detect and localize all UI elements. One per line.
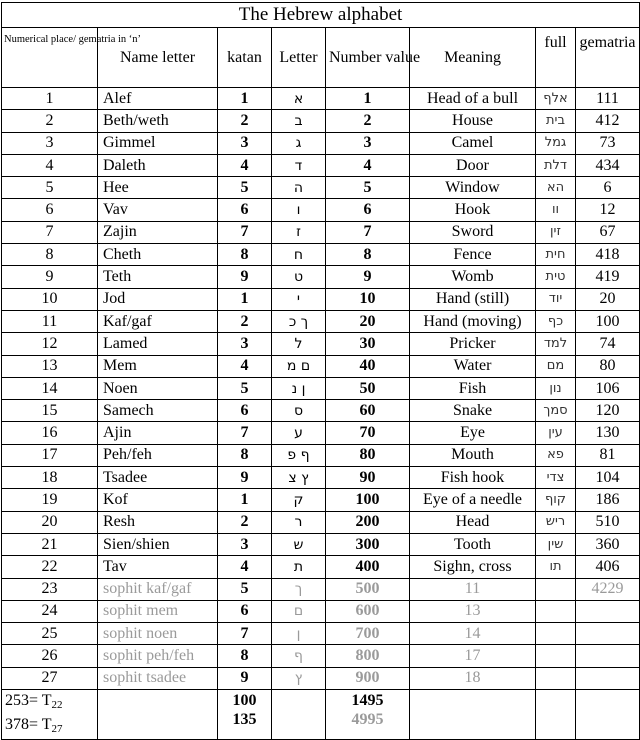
cell-value: 600 — [326, 600, 410, 622]
cell-full: הא — [536, 177, 576, 199]
header-full: full — [536, 28, 576, 88]
cell-letter: ך — [272, 578, 326, 600]
cell-num: 2 — [2, 110, 98, 132]
cell-letter: ן נ — [272, 377, 326, 399]
cell-value: 800 — [326, 645, 410, 667]
cell-letter: ה — [272, 177, 326, 199]
cell-meaning: Window — [410, 177, 536, 199]
cell-name: sophit mem — [98, 600, 218, 622]
cell-meaning: 13 — [410, 600, 536, 622]
table-row — [2, 355, 640, 377]
cell-num: 14 — [2, 377, 98, 399]
cell-meaning: House — [410, 110, 536, 132]
cell-value: 2 — [326, 110, 410, 132]
cell-gem: 434 — [576, 154, 640, 176]
cell-name: sophit tsadee — [98, 667, 218, 689]
cell-name: Beth/weth — [98, 110, 218, 132]
cell-value: 400 — [326, 556, 410, 578]
cell-gem: 418 — [576, 244, 640, 266]
cell-letter: ק — [272, 489, 326, 511]
cell-letter: ד — [272, 154, 326, 176]
cell-gem: 104 — [576, 467, 640, 489]
cell-name: Tsadee — [98, 467, 218, 489]
cell-num: 19 — [2, 489, 98, 511]
cell-letter: ז — [272, 221, 326, 243]
cell-num: 13 — [2, 355, 98, 377]
table-row — [2, 600, 640, 622]
cell-num: 22 — [2, 556, 98, 578]
cell-letter: ב — [272, 110, 326, 132]
header-number-value: Number value — [326, 28, 410, 88]
cell-value: 700 — [326, 623, 410, 645]
cell-num: 21 — [2, 533, 98, 555]
cell-value: 80 — [326, 444, 410, 466]
cell-letter: ץ — [272, 667, 326, 689]
table-row — [2, 645, 640, 667]
cell-value: 7 — [326, 221, 410, 243]
cell-full — [536, 578, 576, 600]
cell-gem: 419 — [576, 266, 640, 288]
cell-name: Alef — [98, 88, 218, 110]
cell-meaning: Mouth — [410, 444, 536, 466]
cell-full: בית — [536, 110, 576, 132]
table-row — [2, 88, 640, 110]
cell-name: Hee — [98, 177, 218, 199]
cell-value: 6 — [326, 199, 410, 221]
cell-full — [536, 600, 576, 622]
cell-full — [536, 645, 576, 667]
cell-letter: א — [272, 88, 326, 110]
cell-name: Lamed — [98, 333, 218, 355]
cell-full: תו — [536, 556, 576, 578]
cell-name: sophit peh/feh — [98, 645, 218, 667]
cell-num: 16 — [2, 422, 98, 444]
cell-gem: 412 — [576, 110, 640, 132]
table-row — [2, 266, 640, 288]
cell-full — [536, 667, 576, 689]
cell-full: עין — [536, 422, 576, 444]
cell-full: כף — [536, 310, 576, 332]
cell-katan: 6 — [218, 600, 272, 622]
cell-katan: 5 — [218, 377, 272, 399]
cell-gem — [576, 667, 640, 689]
cell-full — [536, 623, 576, 645]
footer-t22-label: 253= T — [5, 692, 52, 710]
cell-katan: 8 — [218, 444, 272, 466]
cell-letter: ת — [272, 556, 326, 578]
cell-meaning: Head — [410, 511, 536, 533]
cell-name: sophit kaf/gaf — [98, 578, 218, 600]
header-gematria: gematria — [576, 28, 640, 88]
hebrew-alphabet-table — [1, 2, 640, 740]
cell-full: שין — [536, 533, 576, 555]
cell-katan: 5 — [218, 578, 272, 600]
cell-full: נון — [536, 377, 576, 399]
table-title: The Hebrew alphabet — [2, 3, 640, 28]
table-row — [2, 623, 640, 645]
cell-name: Gimmel — [98, 132, 218, 154]
cell-letter: ף פ — [272, 444, 326, 466]
cell-name: Kaf/gaf — [98, 310, 218, 332]
cell-value: 100 — [326, 489, 410, 511]
cell-letter: ו — [272, 199, 326, 221]
footer-t22-sub: 22 — [51, 699, 63, 712]
cell-name: Zajin — [98, 221, 218, 243]
cell-meaning: Eye — [410, 422, 536, 444]
table-row — [2, 511, 640, 533]
cell-gem: 120 — [576, 400, 640, 422]
cell-gem: 73 — [576, 132, 640, 154]
footer-katan-sums — [218, 690, 272, 740]
cell-gem — [576, 645, 640, 667]
cell-num: 17 — [2, 444, 98, 466]
cell-num: 12 — [2, 333, 98, 355]
cell-num: 11 — [2, 310, 98, 332]
cell-full: ריש — [536, 511, 576, 533]
cell-gem: 12 — [576, 199, 640, 221]
cell-name: Cheth — [98, 244, 218, 266]
cell-full: מם — [536, 355, 576, 377]
table-row — [2, 556, 640, 578]
cell-katan: 4 — [218, 154, 272, 176]
footer-empty-full — [536, 690, 576, 740]
cell-letter: ג — [272, 132, 326, 154]
cell-katan: 8 — [218, 645, 272, 667]
cell-letter: ף — [272, 645, 326, 667]
cell-gem: 6 — [576, 177, 640, 199]
table-row — [2, 422, 640, 444]
cell-num: 15 — [2, 400, 98, 422]
cell-num: 20 — [2, 511, 98, 533]
cell-katan: 4 — [218, 355, 272, 377]
cell-num: 25 — [2, 623, 98, 645]
footer-value-sum-2: 4995 — [351, 711, 384, 729]
cell-meaning: Tooth — [410, 533, 536, 555]
cell-value: 8 — [326, 244, 410, 266]
cell-meaning: Hook — [410, 199, 536, 221]
cell-meaning: Sword — [410, 221, 536, 243]
cell-name: Tav — [98, 556, 218, 578]
cell-num: 10 — [2, 288, 98, 310]
cell-full: חית — [536, 244, 576, 266]
cell-full: פא — [536, 444, 576, 466]
cell-value: 70 — [326, 422, 410, 444]
header-meaning: Meaning — [410, 28, 536, 88]
cell-num: 26 — [2, 645, 98, 667]
cell-value: 40 — [326, 355, 410, 377]
cell-letter: ץ צ — [272, 467, 326, 489]
footer-triangular-numbers — [2, 690, 98, 740]
cell-katan: 1 — [218, 489, 272, 511]
cell-num: 5 — [2, 177, 98, 199]
cell-value: 300 — [326, 533, 410, 555]
cell-meaning: Fish hook — [410, 467, 536, 489]
cell-katan: 2 — [218, 511, 272, 533]
cell-katan: 8 — [218, 244, 272, 266]
footer-row — [2, 690, 640, 740]
cell-meaning: 18 — [410, 667, 536, 689]
footer-value-sum-1: 1495 — [351, 692, 384, 710]
cell-meaning: Door — [410, 154, 536, 176]
cell-gem: 111 — [576, 88, 640, 110]
table-row — [2, 377, 640, 399]
cell-katan: 3 — [218, 333, 272, 355]
cell-letter: ם מ — [272, 355, 326, 377]
cell-katan: 4 — [218, 556, 272, 578]
header-katan: katan — [218, 28, 272, 88]
header-numerical-place: Numerical place/ gematria in ‘n’ — [2, 28, 98, 88]
cell-num: 6 — [2, 199, 98, 221]
cell-full: דלת — [536, 154, 576, 176]
footer-t27-label: 378= T — [5, 716, 52, 734]
cell-katan: 9 — [218, 266, 272, 288]
table-row — [2, 467, 640, 489]
cell-name: Sien/shien — [98, 533, 218, 555]
cell-gem: 20 — [576, 288, 640, 310]
cell-name: Ajin — [98, 422, 218, 444]
cell-value: 30 — [326, 333, 410, 355]
cell-katan: 2 — [218, 310, 272, 332]
cell-katan: 7 — [218, 422, 272, 444]
cell-meaning: Eye of a needle — [410, 489, 536, 511]
cell-num: 23 — [2, 578, 98, 600]
table-row — [2, 444, 640, 466]
cell-num: 8 — [2, 244, 98, 266]
cell-name: Samech — [98, 400, 218, 422]
cell-letter: ח — [272, 244, 326, 266]
cell-value: 3 — [326, 132, 410, 154]
cell-value: 20 — [326, 310, 410, 332]
cell-full: קוף — [536, 489, 576, 511]
table-row — [2, 177, 640, 199]
cell-full: וו — [536, 199, 576, 221]
footer-empty-letter — [272, 690, 326, 740]
cell-letter: ר — [272, 511, 326, 533]
cell-name: Kof — [98, 489, 218, 511]
cell-katan: 1 — [218, 88, 272, 110]
cell-meaning: Sighn, cross — [410, 556, 536, 578]
table-row — [2, 667, 640, 689]
cell-katan: 6 — [218, 199, 272, 221]
cell-value: 500 — [326, 578, 410, 600]
cell-katan: 3 — [218, 533, 272, 555]
cell-gem: 510 — [576, 511, 640, 533]
cell-num: 27 — [2, 667, 98, 689]
cell-meaning: Snake — [410, 400, 536, 422]
cell-name: Jod — [98, 288, 218, 310]
cell-katan: 6 — [218, 400, 272, 422]
cell-value: 60 — [326, 400, 410, 422]
cell-letter: ם — [272, 600, 326, 622]
cell-meaning: Head of a bull — [410, 88, 536, 110]
cell-letter: ן — [272, 623, 326, 645]
cell-full: טית — [536, 266, 576, 288]
cell-meaning: 17 — [410, 645, 536, 667]
table-row — [2, 132, 640, 154]
table-row — [2, 244, 640, 266]
cell-gem: 130 — [576, 422, 640, 444]
cell-letter: ש — [272, 533, 326, 555]
table-row — [2, 221, 640, 243]
cell-katan: 7 — [218, 221, 272, 243]
cell-name: Resh — [98, 511, 218, 533]
cell-gem — [576, 623, 640, 645]
table-row — [2, 310, 640, 332]
cell-full: יוד — [536, 288, 576, 310]
cell-meaning: Womb — [410, 266, 536, 288]
cell-full: גמל — [536, 132, 576, 154]
cell-name: Vav — [98, 199, 218, 221]
cell-num: 9 — [2, 266, 98, 288]
cell-meaning: 11 — [410, 578, 536, 600]
cell-value: 900 — [326, 667, 410, 689]
cell-katan: 5 — [218, 177, 272, 199]
cell-letter: ך כ — [272, 310, 326, 332]
cell-num: 1 — [2, 88, 98, 110]
cell-meaning: Fence — [410, 244, 536, 266]
footer-empty-gematria — [576, 690, 640, 740]
cell-full: סמך — [536, 400, 576, 422]
cell-full: זין — [536, 221, 576, 243]
cell-gem: 67 — [576, 221, 640, 243]
cell-letter: ל — [272, 333, 326, 355]
cell-name: sophit noen — [98, 623, 218, 645]
cell-meaning: Hand (moving) — [410, 310, 536, 332]
cell-value: 200 — [326, 511, 410, 533]
cell-value: 9 — [326, 266, 410, 288]
cell-name: Teth — [98, 266, 218, 288]
footer-empty-name — [98, 690, 218, 740]
footer-t27-sub: 27 — [51, 723, 63, 736]
footer-empty-meaning — [410, 690, 536, 740]
cell-meaning: Camel — [410, 132, 536, 154]
cell-meaning: Hand (still) — [410, 288, 536, 310]
cell-gem: 74 — [576, 333, 640, 355]
table-row — [2, 288, 640, 310]
cell-name: Daleth — [98, 154, 218, 176]
cell-full: צדי — [536, 467, 576, 489]
cell-name: Noen — [98, 377, 218, 399]
cell-value: 5 — [326, 177, 410, 199]
header-name-letter: Name letter — [98, 28, 218, 88]
table-row — [2, 533, 640, 555]
cell-katan: 1 — [218, 288, 272, 310]
header-row — [2, 28, 640, 88]
footer-value-sums — [326, 690, 410, 740]
cell-gem: 81 — [576, 444, 640, 466]
cell-value: 50 — [326, 377, 410, 399]
cell-meaning: 14 — [410, 623, 536, 645]
footer-katan-sum-2: 135 — [232, 711, 257, 729]
cell-name: Peh/feh — [98, 444, 218, 466]
cell-gem: 80 — [576, 355, 640, 377]
table-row — [2, 154, 640, 176]
cell-letter: ס — [272, 400, 326, 422]
cell-gem: 360 — [576, 533, 640, 555]
footer-katan-sum-1: 100 — [232, 692, 257, 710]
header-letter: Letter — [272, 28, 326, 88]
cell-letter: י — [272, 288, 326, 310]
table-row — [2, 400, 640, 422]
cell-gem: 4229 — [576, 578, 640, 600]
cell-katan: 3 — [218, 132, 272, 154]
cell-num: 18 — [2, 467, 98, 489]
cell-full: אלף — [536, 88, 576, 110]
cell-num: 7 — [2, 221, 98, 243]
cell-num: 24 — [2, 600, 98, 622]
cell-gem: 406 — [576, 556, 640, 578]
cell-meaning: Pricker — [410, 333, 536, 355]
cell-value: 4 — [326, 154, 410, 176]
cell-full: למד — [536, 333, 576, 355]
cell-katan: 9 — [218, 667, 272, 689]
cell-num: 3 — [2, 132, 98, 154]
cell-letter: ט — [272, 266, 326, 288]
cell-num: 4 — [2, 154, 98, 176]
table-row — [2, 489, 640, 511]
table-row — [2, 199, 640, 221]
cell-value: 90 — [326, 467, 410, 489]
table-row — [2, 578, 640, 600]
cell-meaning: Water — [410, 355, 536, 377]
table-row — [2, 110, 640, 132]
cell-gem — [576, 600, 640, 622]
table-row — [2, 333, 640, 355]
cell-letter: ע — [272, 422, 326, 444]
cell-gem: 100 — [576, 310, 640, 332]
cell-katan: 7 — [218, 623, 272, 645]
cell-gem: 186 — [576, 489, 640, 511]
cell-name: Mem — [98, 355, 218, 377]
cell-katan: 9 — [218, 467, 272, 489]
cell-gem: 106 — [576, 377, 640, 399]
cell-meaning: Fish — [410, 377, 536, 399]
cell-value: 1 — [326, 88, 410, 110]
cell-katan: 2 — [218, 110, 272, 132]
cell-value: 10 — [326, 288, 410, 310]
